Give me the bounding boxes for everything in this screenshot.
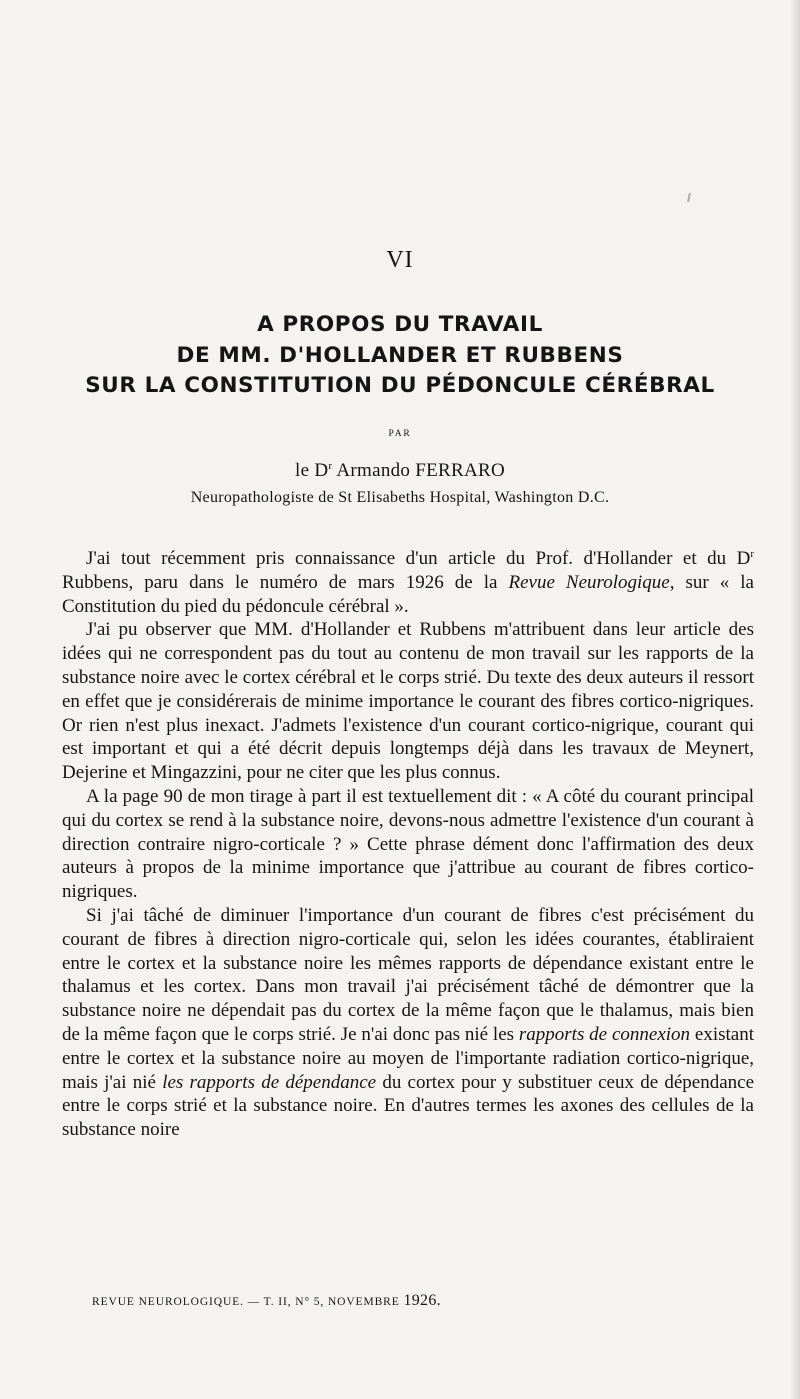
p4-text-a: Si j'ai tâché de diminuer l'importance d'un courant de fibres c'est précisément du courant de fibres à direction nigro-corticale qui, selon les idées courantes, établiraient entre le cortex et la substance noire les mêmes rapports de dépendance existant entre le thalamus et les cortex. Dans mon travail j'ai précisément tâché de démontrer que la substance noire ne dépendait pas du cortex de la même façon que le thalamus, mais bien de la même façon que le corps strié. Je n'ai donc pas nié les [62, 904, 754, 1045]
title-line-1: A PROPOS DU TRAVAIL [257, 312, 543, 337]
footer-year: 1926. [403, 1292, 441, 1309]
p1-text-b: Rubbens, paru dans le numéro de mars 1926 de la [62, 571, 509, 593]
title-line-2: DE MM. D'HOLLANDER ET RUBBENS [176, 342, 624, 368]
p1-sup: r [750, 548, 754, 560]
chapter-numeral: VI [386, 247, 414, 273]
author-prefix: le D [294, 460, 329, 481]
author-affiliation: Neuropathologiste de St Elisabeths Hospital, Washington D.C. [190, 489, 610, 506]
article-title [0, 310, 800, 402]
author-name: Armando FERRARO [336, 460, 506, 481]
paragraph-2: J'ai pu observer que MM. d'Hollander et Rubbens m'attribuent dans leur article des idées qui ne correspondent pas du tout au contenu de mon travail sur les rapports de la substance noire avec le cortex cérébral et le corps strié. Du texte des deux auteurs il ressort en effet que je considérerais de minime importance le courant des fibres cortico-nigriques. Or rien n'est plus inexact. J'admets l'existence d'un courant cortico-nigrique, courant qui est important et qui a été décrit depuis longtemps déjà dans les travaux de Meynert, Dejerine et Mingazzini, pour ne citer que les plus connus. [62, 619, 754, 784]
paragraph-1 [62, 547, 754, 618]
author-line [0, 460, 800, 482]
paragraph-3: A la page 90 de mon tirage à part il est textuellement dit : « A côté du courant principal qui du cortex se rend à la substance noire, devons-nous admettre l'existence d'un courant à direction contraire nigro-corticale ? » Cette phrase dément donc l'affirmation des deux auteurs à propos de la minime importance que j'attribue au courant de fibres cortico-nigriques. [62, 785, 754, 903]
p1-text-c: , sur « la Constitution du pied du pédoncule cérébral ». [62, 571, 754, 617]
scan-speck [687, 193, 691, 202]
article-body [62, 547, 754, 1142]
p4-emphasis-2: les rapports de dépendance [162, 1071, 377, 1093]
author-prefix-sup: r [328, 460, 333, 472]
footer-journal: REVUE NEUROLOGIQUE. — T. II, N° 5, NOVEMBRE [92, 1296, 400, 1308]
p4-emphasis-1: rapports de connexion [518, 1023, 691, 1045]
paragraph-4 [62, 904, 754, 1142]
p1-text-a: J'ai tout récemment pris connaissance d'un article du Prof. d'Hollander et du D [86, 548, 751, 569]
page-edge-shadow [790, 0, 800, 1399]
journal-name-italic: Revue Neurologique [508, 571, 670, 593]
p4-text-b: existant entre le cortex et la substance noire au moyen de l'importante radiation cortico-nigrique, mais j'ai nié [62, 1023, 754, 1093]
title-line-3: SUR LA CONSTITUTION DU PÉDONCULE CÉRÉBRAL [85, 373, 715, 398]
page-footer [92, 1292, 692, 1310]
p4-text-c: du cortex pour y substituer ceux de dépendance entre le corps strié et la substance noire. En d'autres termes les axones des cellules de la substance noire [62, 1071, 755, 1141]
by-label: PAR [388, 429, 412, 439]
